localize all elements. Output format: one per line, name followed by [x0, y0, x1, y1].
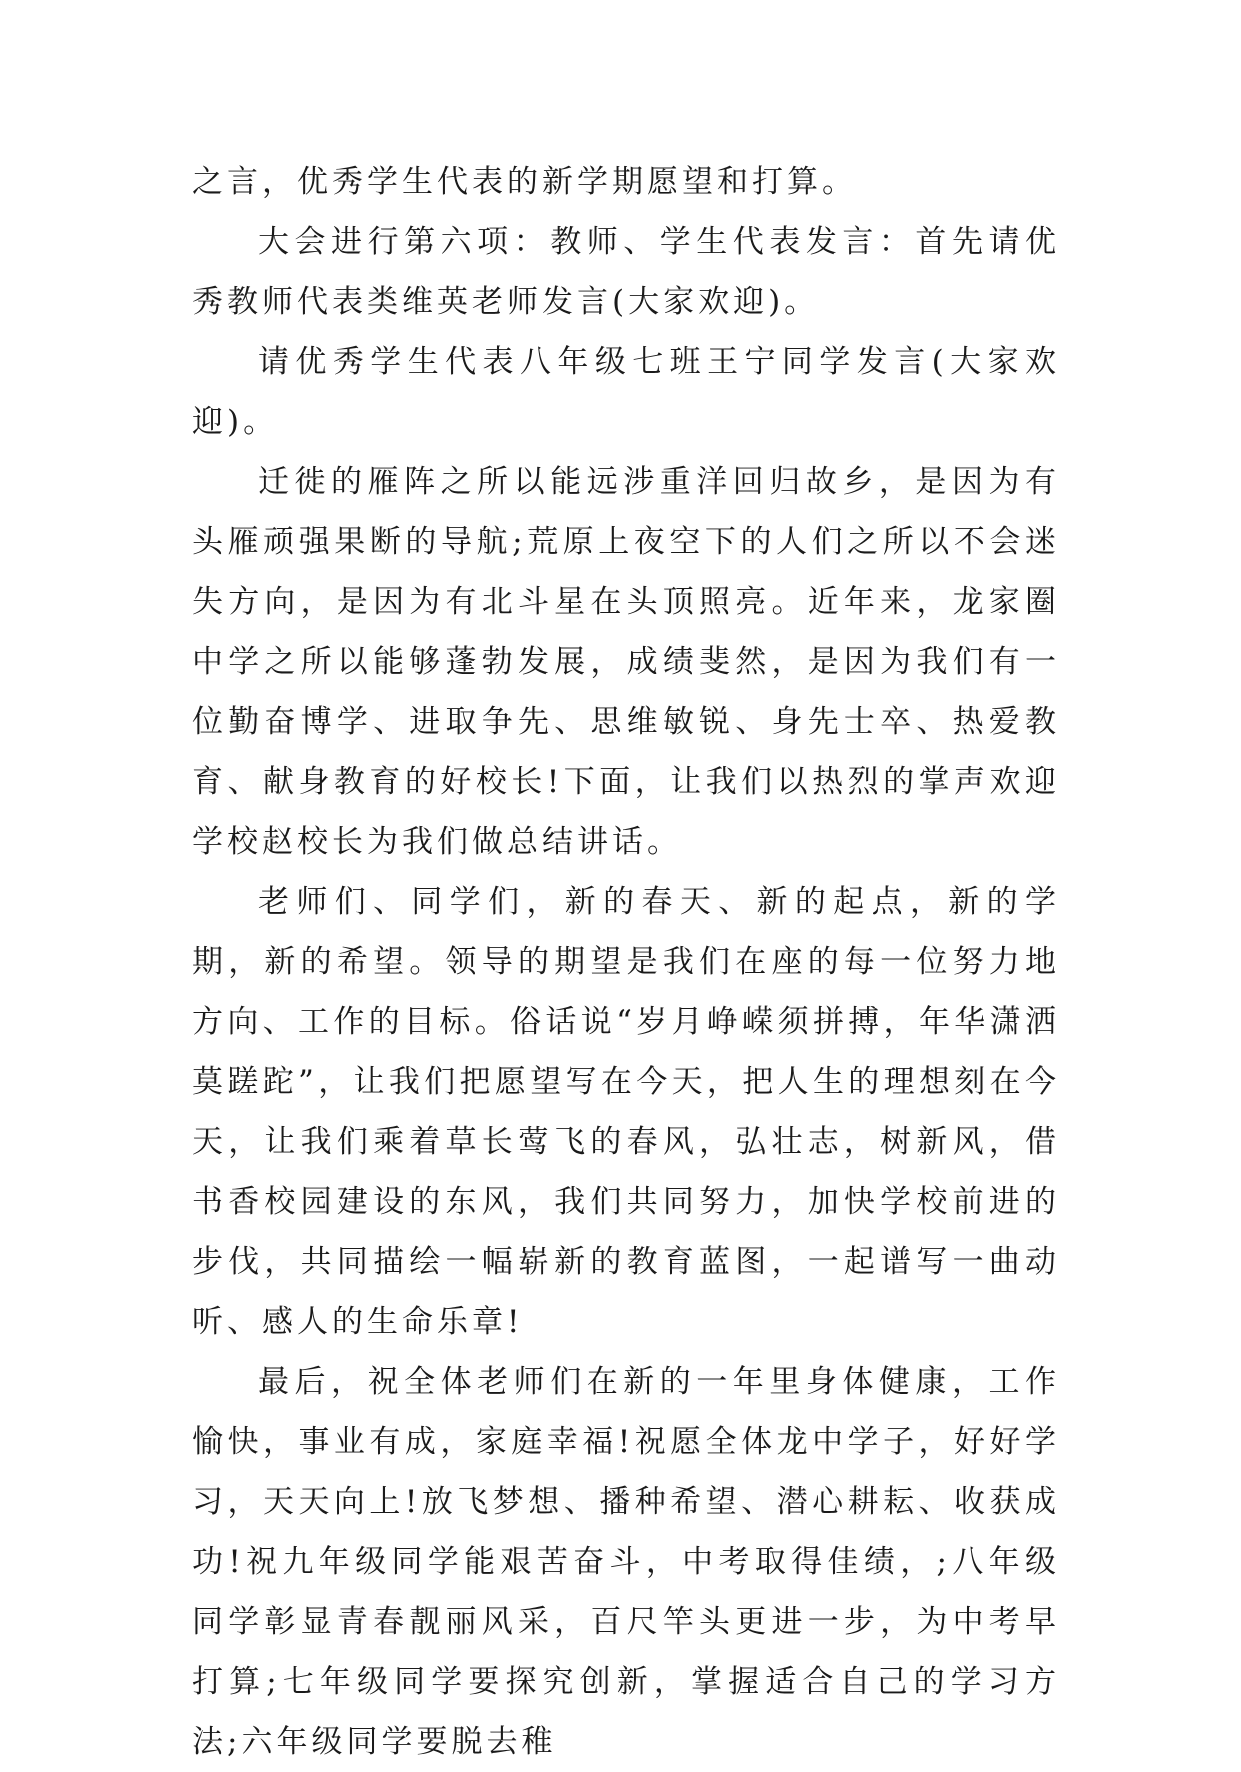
- paragraph-1: 之言，优秀学生代表的新学期愿望和打算。: [192, 164, 857, 200]
- paragraph-5: 老师们、同学们，新的春天、新的起点，新的学期，新的希望。领导的期望是我们在座的每一位努力地方向、工作的目标。俗话说“岁月峥嵘须拼搏，年华潇洒莫蹉跎”，让我们把愿望写在今天，把人生的理想刻在今天，让我们乘着草长莺飞的春风，弘壮志，树新风，借书香校园建设的东风，我们共同努力，加快学校前进的步伐，共同描绘一幅崭新的教育蓝图，一起谱写一曲动听、感人的生命乐章!: [192, 884, 1060, 1340]
- paragraph-3: 请优秀学生代表八年级七班王宁同学发言(大家欢迎)。: [192, 344, 1060, 440]
- document-body: [192, 152, 1060, 1772]
- paragraph-4: 迁徙的雁阵之所以能远涉重洋回归故乡，是因为有头雁顽强果断的导航;荒原上夜空下的人们之所以不会迷失方向，是因为有北斗星在头顶照亮。近年来，龙家圈中学之所以能够蓬勃发展，成绩斐然，是因为我们有一位勤奋博学、进取争先、思维敏锐、身先士卒、热爱教育、献身教育的好校长!下面，让我们以热烈的掌声欢迎学校赵校长为我们做总结讲话。: [192, 464, 1060, 860]
- paragraph-2: 大会进行第六项：教师、学生代表发言：首先请优秀教师代表类维英老师发言(大家欢迎)。: [192, 224, 1060, 320]
- paragraph-6: 最后，祝全体老师们在新的一年里身体健康，工作愉快，事业有成，家庭幸福!祝愿全体龙中学子，好好学习，天天向上!放飞梦想、播种希望、潜心耕耘、收获成功!祝九年级同学能艰苦奋斗，中考取得佳绩，;八年级同学彰显青春靓丽风采，百尺竿头更进一步，为中考早打算;七年级同学要探究创新，掌握适合自己的学习方法;六年级同学要脱去稚: [192, 1364, 1060, 1760]
